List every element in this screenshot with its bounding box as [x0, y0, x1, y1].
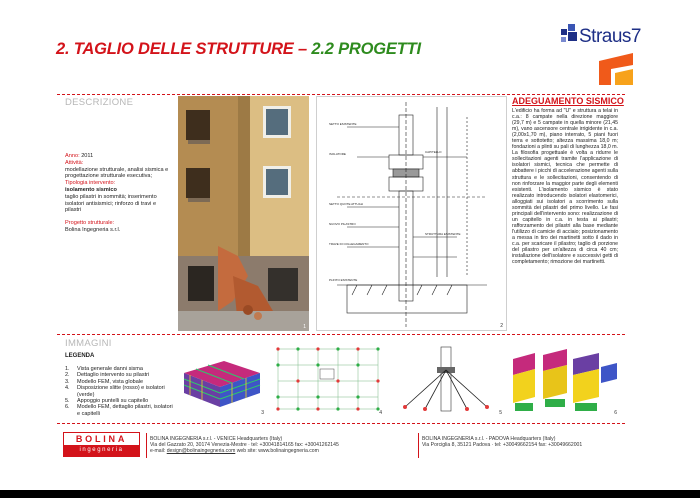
logo-square-icon	[568, 32, 577, 41]
description-block: Anno: 2011 Attività: modellazione strutturale, analisi sismica e progettazione strutturale esecutiva; Tipologia intervento: isolamento sismico taglio pilastri in sommità; inserimento isolatori antisismici; rinforzo di travi e pilastri Progetto strutturale: Bolina Ingegneria s.r.l.	[65, 153, 169, 233]
venice-contact: BOLINA INGEGNERIA s.r.l. - VENICE Headquarters (Italy) Via del Gazzato 20, 30174 Venezia-Mestre · tel: +30041814165 fax: +30041262145 e-mail: design@bolinaingegneria.com web site: www.bolinaingegneria.com	[150, 436, 339, 455]
logo-square-icon	[568, 24, 575, 31]
isolator-layout-plan-image	[270, 339, 385, 417]
drawing-label: NUOVO PILASTRO	[329, 222, 356, 226]
building-damage-photo	[178, 96, 309, 331]
image-number: 6	[614, 410, 617, 416]
fem-column-detail-image	[509, 339, 620, 417]
fem-global-model-image	[176, 339, 267, 417]
drawing-label: TRAVE DI COLLEGAMENTO	[329, 242, 369, 246]
legend-list	[65, 366, 177, 417]
section-heading-description: DESCRIZIONE	[65, 97, 134, 108]
logo-text: Straus7	[579, 26, 641, 47]
padova-contact: BOLINA INGEGNERIA s.r.l. - PADOVA Headquarters (Italy) Via Porciglia 8, 35121 Padova · tel: +30049662154 fax: +30049662001	[422, 436, 583, 449]
legend-item: 4. Disposizione slitte (rosso) e isolatori (verde)	[65, 385, 165, 398]
section-heading-images: IMMAGINI	[65, 338, 112, 349]
logo-square-icon	[561, 29, 567, 35]
image-number: 1	[303, 324, 306, 330]
seismic-retrofit-text: L'edificio ha forma ad "U" e struttura a telai in c.a.: 8 campate nella direzione maggiore (29,7 m) e 5 campate in quella minore (21,45 m), vano ascensore centrale irrigidente in c.a. (2,00x1,70 m), piano interrato, 5 piani fuori terra e sottotetto; altezza massima 18,0 m; fondazioni a plinti su pali di lunghezza 18,0 m. La filosofia progettuale è volta a ridurre le sollecitazioni agenti tramite l'applicazione di isolatori sismici, tecnica che permette di abbattere i picchi di accelerazione agenti sulla struttura e le sollecitazioni, consentendo di non rinforzare la maggior parte degli elementi esistenti. L'isolamento sismico è stato realizzato introducendo isolatori elastomerici, alloggiati sui isolatori a scorrimento sulla sommità dei pilastri del primo livello. Le fasi principali dell'intervento sono: realizzazione di un capitello in c.a. in testa ai pilastri; rafforzamento dei pilastri alla base mediante l'utilizzo di camicie di acciaio; posizionamento a messa in tiro dei martinetti sotto il dado in c.a. per scaricare il pilastro; taglio di porzione del pilastro per un'altezza di circa 40 cm; installazione dell'isolatore e successivi getti di completamento; rimozione dei martinetti.	[512, 108, 618, 266]
legend-item: 2. Dettaglio intervento su pilastri	[65, 372, 150, 379]
section-divider	[57, 94, 625, 95]
legend-item: 6. Modello FEM, dettaglio pilastri, isolatori e capitelli	[65, 404, 173, 417]
drawing-label: PLINTO ESISTENTE	[329, 278, 358, 282]
bottom-bar	[0, 490, 700, 498]
image-number: 2	[500, 323, 503, 329]
column-detail-drawing	[316, 96, 507, 331]
footer-divider	[418, 433, 419, 458]
legend-item: 3. Modello FEM, vista globale	[65, 378, 144, 385]
section-divider	[57, 423, 625, 424]
logo-emblem-icon	[599, 53, 633, 85]
shoring-props-image	[389, 339, 505, 417]
slide-title: 2. TAGLIO DELLE STRUTTURE – 2.2 PROGETTI	[56, 40, 421, 58]
legend-title: LEGENDA	[65, 353, 95, 359]
logo-square-icon	[561, 37, 566, 42]
drawing-label: CAPITELLO	[425, 150, 442, 154]
footer-divider	[146, 433, 147, 458]
drawing-label: SETTO QUOTE ATTUALI	[329, 202, 364, 206]
image-number: 5	[499, 410, 502, 416]
drawing-label: SETTO ESISTENTE	[329, 122, 357, 126]
drawing-label: STRUTTURA ESISTENTE	[425, 232, 461, 236]
straus7-logo	[561, 24, 683, 88]
image-number: 3	[261, 410, 264, 416]
legend-item: 1. Vista generale danni sisma	[65, 366, 143, 372]
drawing-label: ISOLATORE	[329, 152, 346, 156]
seismic-retrofit-heading: ADEGUAMENTO SISMICO	[512, 96, 624, 106]
image-number: 4	[379, 410, 382, 416]
section-divider	[57, 334, 625, 335]
bolina-logo: BOLINA ingegneria	[63, 432, 140, 457]
legend-item: 5. Appoggio puntelli su capitello	[65, 398, 149, 405]
email-link[interactable]: design@bolinaingegneria.com	[166, 448, 236, 455]
